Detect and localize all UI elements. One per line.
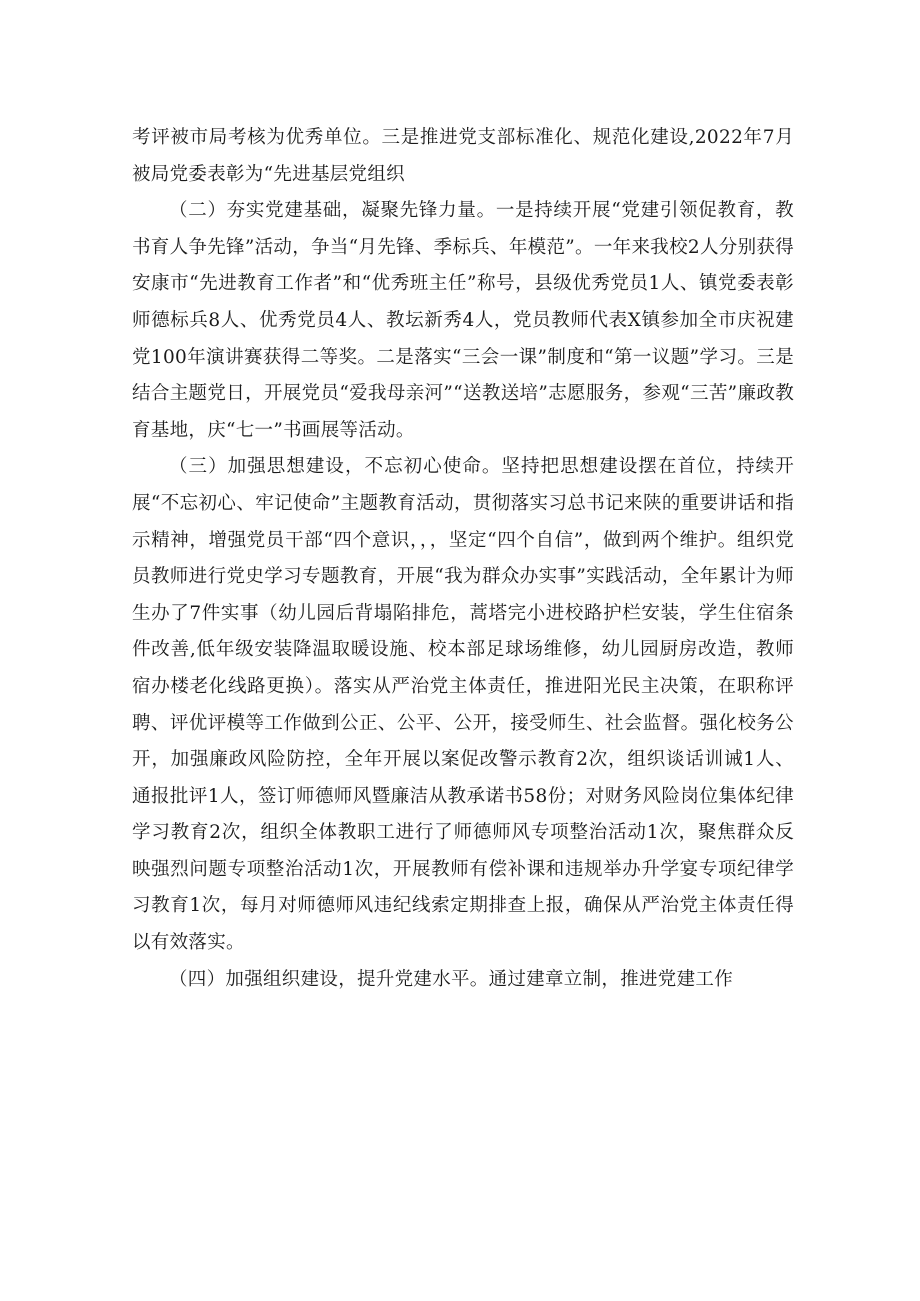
document-body [132, 120, 794, 998]
paragraph-section-4: （四）加强组织建设，提升党建水平。通过建章立制，推进党建工作 [169, 968, 734, 990]
paragraph-continued: 考评被市局考核为优秀单位。三是推进党支部标准化、规范化建设,2022年7月被局党委表彰为“先进基层党组织 [132, 127, 794, 185]
paragraph-section-2: （二）夯实党建基础，凝聚先锋力量。一是持续开展“党建引领促教育，教书育人争先锋”活动，争当“月先锋、季标兵、年模范”。一年来我校2人分别获得安康市“先进教育工作者”和“优秀班主任”称号，县级优秀党员1人、镇党委表彰师德标兵8人、优秀党员4人、教坛新秀4人，党员教师代表X镇参加全市庆祝建党100年演讲赛获得二等奖。二是落实“三会一课”制度和“第一议题”学习。三是结合主题党日，开展党员“爱我母亲河”“送教送培”志愿服务，参观“三苦”廉政教育基地，庆“七一”书画展等活动。 [132, 200, 794, 441]
paragraph-section-3: （三）加强思想建设，不忘初心使命。坚持把思想建设摆在首位，持续开展“不忘初心、牢记使命”主题教育活动，贯彻落实习总书记来陕的重要讲话和指示精神，增强党员干部“四个意识，，，坚定“四个自信”，做到两个维护。组织党员教师进行党史学习专题教育，开展“我为群众办实事”实践活动，全年累计为师生办了7件实事（幼儿园后背塌陷排危，蒿塔完小进校路护栏安装，学生住宿条件改善,低年级安装降温取暖设施、校本部足球场维修，幼儿园厨房改造，教师宿办楼老化线路更换）。落实从严治党主体责任，推进阳光民主决策，在职称评聘、评优评模等工作做到公正、公平、公开，接受师生、社会监督。强化校务公开，加强廉政风险防控，全年开展以案促改警示教育2次，组织谈话训诫1人、通报批评1人，签订师德师风暨廉洁从教承诺书58份；对财务风险岗位集体纪律学习教育2次，组织全体教职工进行了师德师风专项整治活动1次，聚焦群众反映强烈问题专项整治活动1次，开展教师有偿补课和违规举办升学宴专项纪律学习教育1次，每月对师德师风违纪线索定期排查上报，确保从严治党主体责任得以有效落实。 [132, 456, 794, 954]
